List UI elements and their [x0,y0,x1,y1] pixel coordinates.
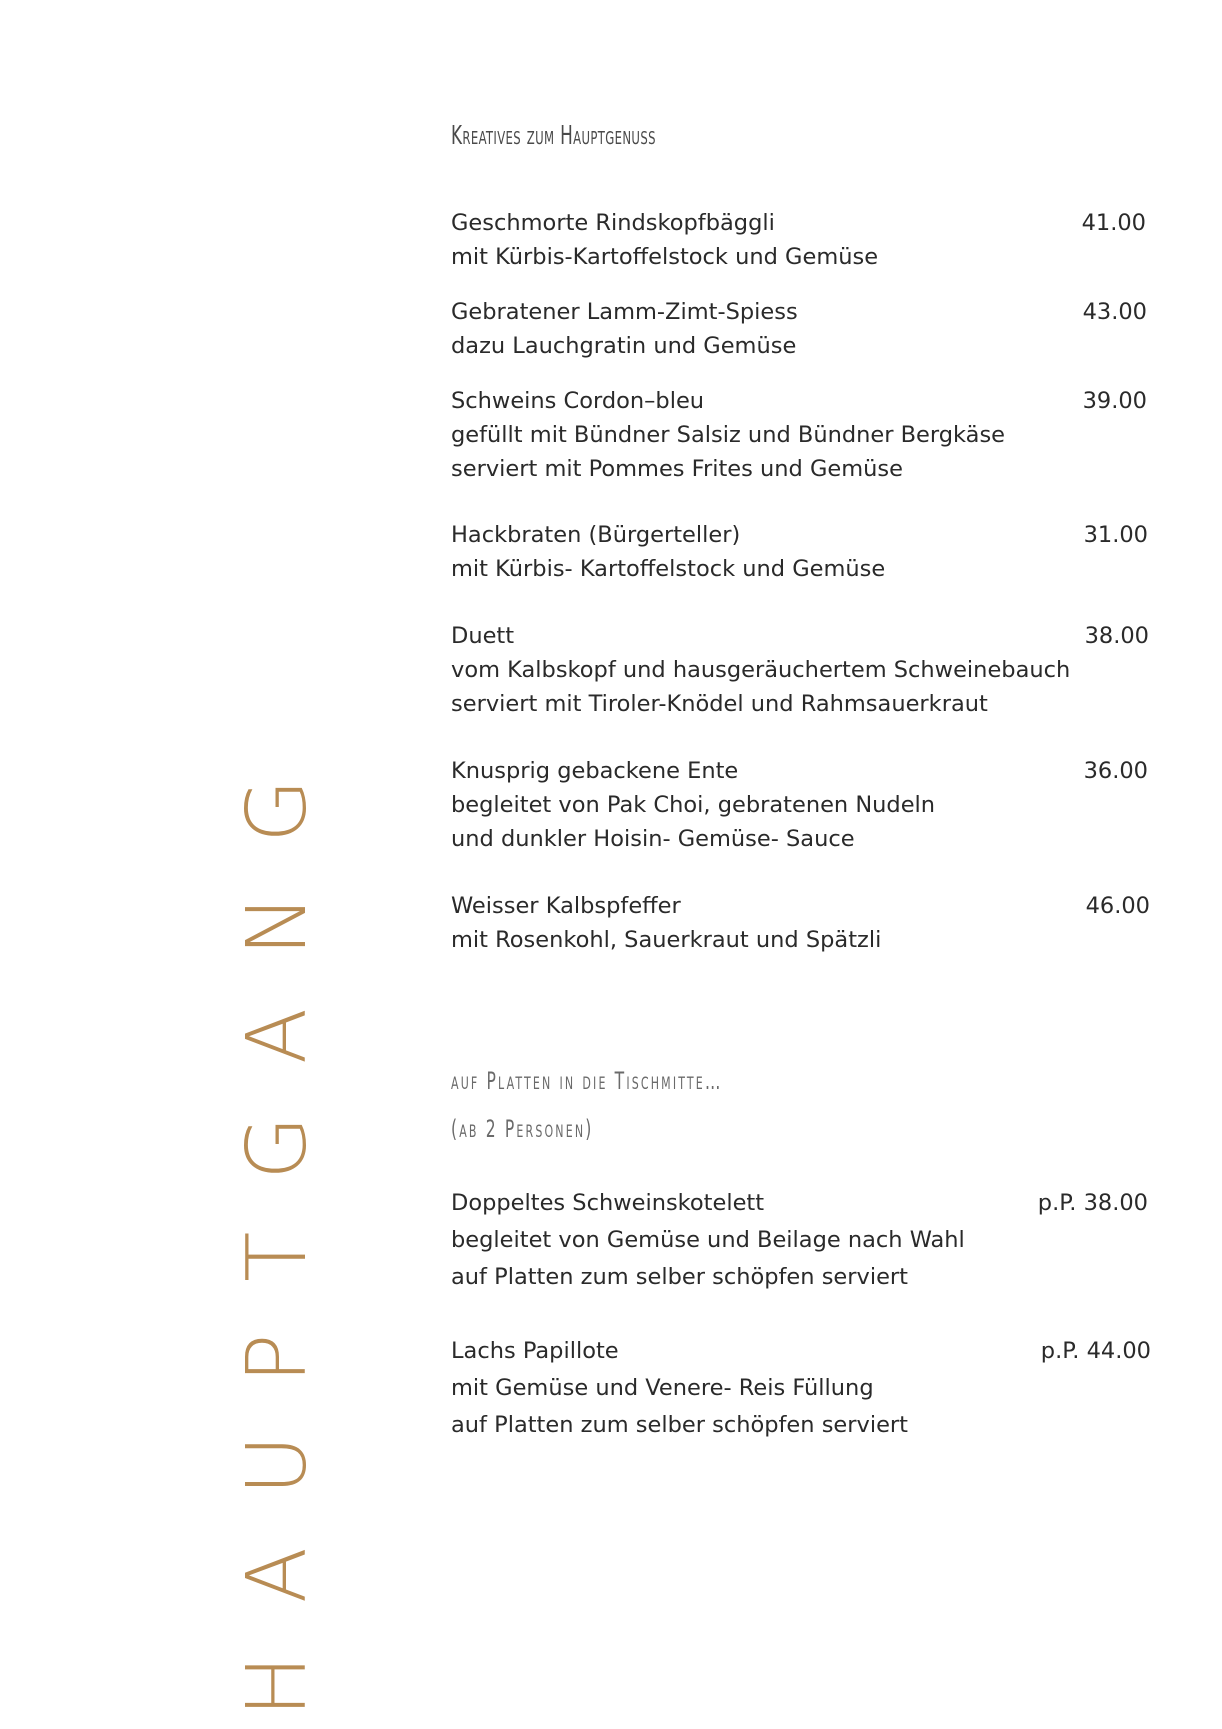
item-name: Gebratener Lamm-Zimt-Spiess [451,299,798,325]
item-price: 39.00 [1082,388,1147,414]
item-desc: begleitet von Pak Choi, gebratenen Nudeln [451,792,936,818]
item-name: Lachs Papillote [451,1338,619,1364]
menu-item [451,295,1156,363]
section-title-personen: (ab 2 Personen) [451,1115,594,1143]
menu-item [451,518,1156,586]
item-name: Schweins Cordon–bleu [451,388,705,414]
item-name: Duett [451,623,515,649]
item-price: 31.00 [1083,522,1148,548]
item-name: Doppeltes Schweinskotelett [451,1190,765,1216]
item-desc: mit Rosenkohl, Sauerkraut und Spätzli [451,927,882,953]
section-title-platten: auf Platten in die Tischmitte… [451,1067,723,1095]
section-title-kreatives: Kreatives zum Hauptgenuss [451,121,656,151]
item-price: 46.00 [1085,893,1150,919]
item-desc: gefüllt mit Bündner Salsiz und Bündner Bergkäse [451,422,1006,448]
menu-item [451,1185,1156,1296]
menu-item [451,889,1156,957]
item-price: 38.00 [1084,623,1149,649]
menu-content [451,118,1156,1444]
item-desc: serviert mit Tiroler-Knödel und Rahmsauerkraut [451,691,988,717]
item-desc: mit Kürbis- Kartoffelstock und Gemüse [451,556,886,582]
menu-item [451,1333,1156,1444]
menu-item [451,754,1156,856]
menu-item [451,619,1156,721]
item-desc: mit Gemüse und Venere- Reis Füllung [451,1375,874,1401]
item-price: 36.00 [1083,758,1148,784]
item-name: Weisser Kalbspfeffer [451,893,681,919]
item-desc: mit Kürbis-Kartoffelstock und Gemüse [451,244,879,270]
item-desc: begleitet von Gemüse und Beilage nach Wahl [451,1227,965,1253]
menu-item [451,384,1156,486]
item-price: 43.00 [1082,299,1147,325]
item-desc: vom Kalbskopf und hausgeräuchertem Schweinebauch [451,657,1071,683]
item-desc: und dunkler Hoisin- Gemüse- Sauce [451,826,855,852]
menu-item [451,206,1156,274]
item-price: 41.00 [1081,210,1146,236]
item-price: p.P. 44.00 [1040,1338,1151,1364]
item-desc: auf Platten zum selber schöpfen serviert [451,1412,908,1438]
item-name: Geschmorte Rindskopfbäggli [451,210,775,236]
item-desc: serviert mit Pommes Frites und Gemüse [451,456,903,482]
item-name: Hackbraten (Bürgerteller) [451,522,741,548]
item-desc: dazu Lauchgratin und Gemüse [451,333,797,359]
item-desc: auf Platten zum selber schöpfen serviert [451,1264,908,1290]
item-price: p.P. 38.00 [1037,1190,1148,1216]
side-title: HAUPTGANG [230,727,325,1717]
item-name: Knusprig gebackene Ente [451,758,739,784]
